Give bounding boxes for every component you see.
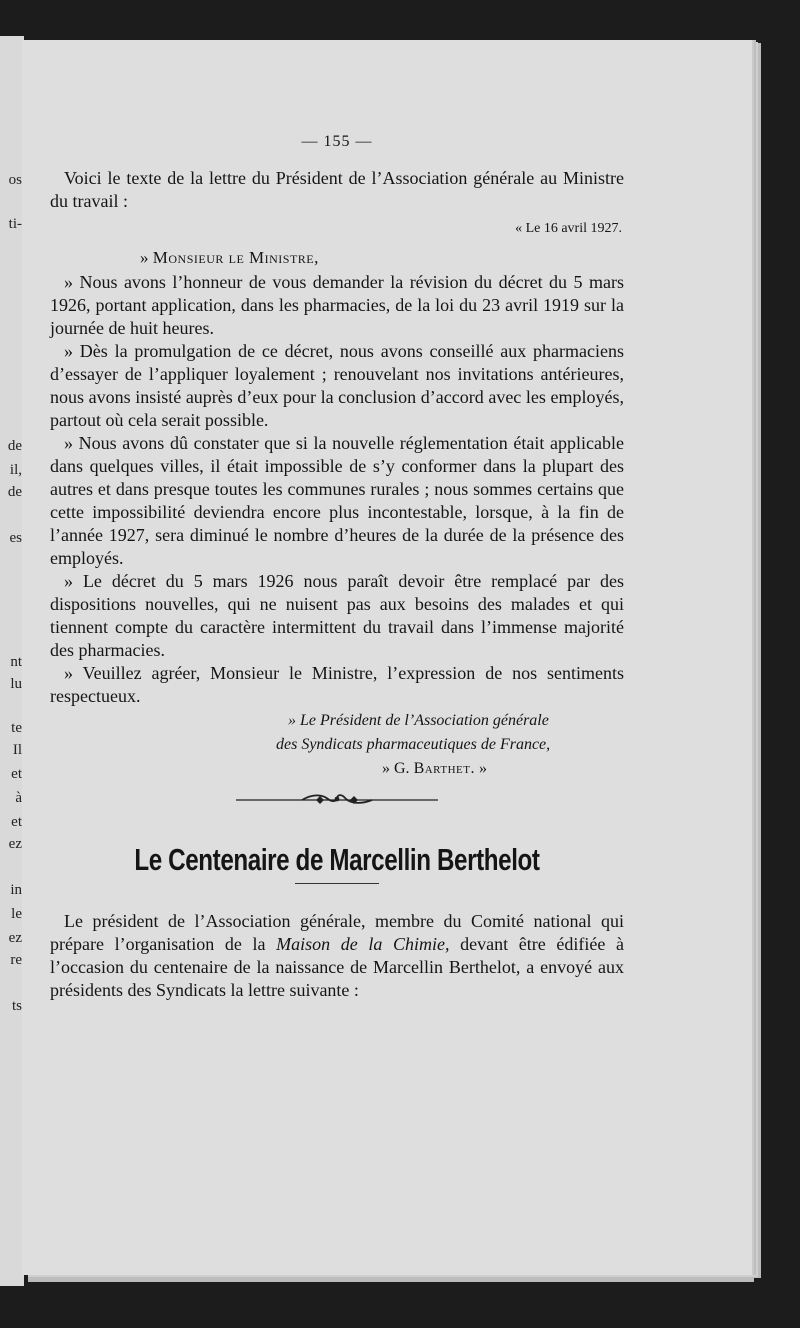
signature-line-2: des Syndicats pharmaceutiques de France,: [276, 736, 551, 753]
letter-paragraph: » Dès la promulgation de ce décret, nous avons conseillé aux pharmaciens d’essayer de l’appliquer loyalement ; renouvelant nos invitations antérieures, nous avons insisté auprès d’eux pour la conclusion d’accord avec les employés, partout où cela serait possible.: [50, 341, 624, 430]
previous-page-edge: [0, 36, 24, 1286]
margin-fragment: lu: [10, 676, 22, 692]
letter-paragraph: » Nous avons dû constater que si la nouvelle réglementation était applicable dans quelques villes, il était impossible de s’y conformer dans la plupart des autres et dans presque toutes les communes rurales ; nous sommes certains que cette impossibilité deviendra encore plus incontestable, lorsque, à la fin de l’année 1927, sera diminué le nombre d’heures de la durée de la présence des employés.: [50, 433, 624, 568]
margin-fragment: te: [11, 720, 22, 736]
salutation: [140, 246, 624, 269]
letter-paragraph: » Veuillez agréer, Monsieur le Ministre, l’expression de nos sentiments respectueux.: [50, 663, 624, 706]
margin-fragment: ez: [8, 836, 22, 852]
ornament-divider-icon: [232, 792, 442, 806]
margin-fragment: in: [10, 882, 22, 898]
book-page: [22, 40, 752, 1275]
salutation-prefix: »: [140, 248, 153, 267]
margin-fragment: le: [11, 906, 22, 922]
margin-fragment: re: [10, 952, 22, 968]
margin-fragment: et: [11, 766, 22, 782]
margin-fragment: es: [9, 530, 22, 546]
intro-paragraph: Voici le texte de la lettre du Président de l’Association générale au Ministre du travail :: [50, 168, 624, 211]
salutation-text: Monsieur le Ministre,: [152, 248, 319, 267]
margin-fragment: ts: [11, 998, 22, 1014]
closing-text-end: devant être édifiée à l’occasion du centenaire de la naissance de Marcellin Berthelot, a envoyé aux présidents des Syndicats la lettre suivante :: [50, 934, 624, 1000]
margin-fragment: il,: [9, 462, 22, 478]
signature-suffix: »: [474, 760, 487, 777]
letter-paragraph: » Le décret du 5 mars 1926 nous paraît devoir être remplacé par des dispositions nouvelles, qui ne nuisent pas aux besoins des malades et qui tiennent compte du caractère intermittent du travail dans l’immense majorité des pharmacies.: [50, 571, 624, 660]
signature-line-1: » Le Président de l’Association générale: [288, 712, 549, 729]
margin-fragment: ti-: [8, 216, 22, 232]
margin-fragment: os: [8, 172, 22, 188]
signature-line-3: [50, 758, 624, 780]
signature-name: Barthet.: [413, 760, 475, 777]
page-content: [50, 130, 624, 1002]
margin-fragment: à: [15, 790, 22, 806]
margin-fragment: et: [11, 814, 22, 830]
section-title: Le Centenaire de Marcellin Berthelot: [134, 842, 540, 877]
margin-fragment: nt: [10, 654, 22, 670]
margin-fragment: de: [7, 484, 22, 500]
letter-paragraph: » Nous avons l’honneur de vous demander la révision du décret du 5 mars 1926, portant application, dans les pharmacies, de la loi du 23 avril 1919 sur la journée de huit heures.: [50, 272, 624, 338]
closing-text-start: Le président de l’Association générale, membre du Comité national qui prépare l’organisation de la: [50, 911, 624, 954]
title-underline: [295, 883, 379, 884]
closing-italic: Maison de la Chimie,: [276, 934, 450, 954]
margin-fragment: ez: [8, 930, 22, 946]
margin-fragment: de: [7, 438, 22, 454]
signature-prefix: » G.: [382, 760, 414, 777]
letter-date: « Le 16 avril 1927.: [515, 221, 622, 236]
closing-paragraph: [50, 910, 624, 1002]
page-number: — 155 —: [301, 133, 373, 150]
margin-fragment: Il: [12, 742, 22, 758]
